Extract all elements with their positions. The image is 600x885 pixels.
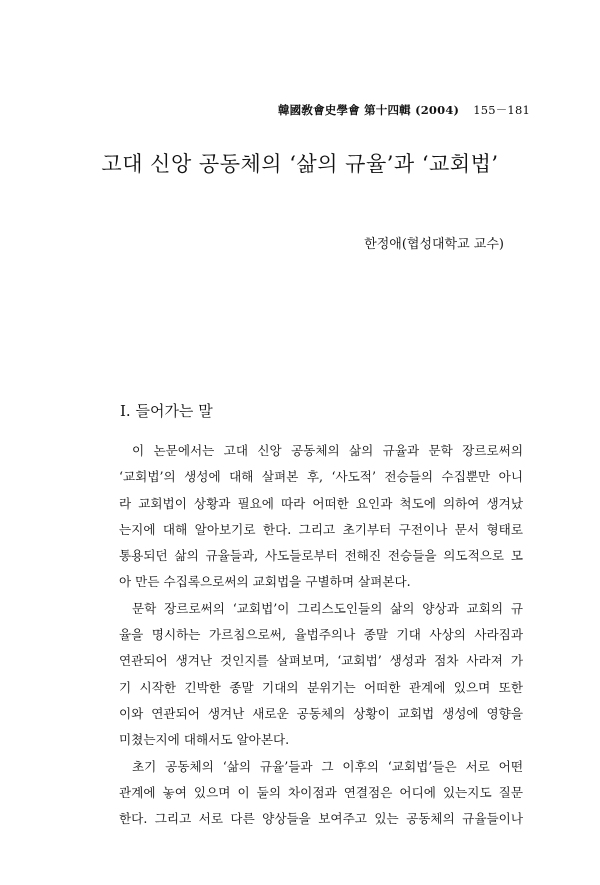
text-line: 이와 연관되어 생겨난 새로운 공동체의 상황이 교회법 생성에 영향을 [119,705,523,721]
text-line: 율을 명시하는 가르침으로써, 율법주의나 종말 기대 사상의 사라짐과 [119,627,523,643]
text-line: 통용되던 삶의 규율들과, 사도들로부터 전해진 전승들을 의도적으로 모 [119,548,523,564]
text-line: 아 만든 수집록으로써의 교회법을 구별하며 살펴본다. [119,574,411,590]
text-line: 기 시작한 긴박한 종말 기대의 분위기는 어떠한 관계에 있으며 또한 [119,679,523,695]
text-line: 이 논문에서는 고대 신앙 공동체의 삶의 규율과 문학 장르로써의 [132,443,523,458]
text-line: ‘교회법’의 생성에 대해 살펴본 후, ‘사도적’ 전승들의 수집뿐만 아니 [119,469,523,485]
running-header [278,102,530,118]
text-line: 관계에 놓여 있으며 이 둘의 차이점과 연결점은 어디에 있는지도 질문 [119,784,523,800]
text-line: 한다. 그리고 서로 다른 양상들을 보여주고 있는 공동체의 규율들이나 [119,811,523,827]
paper-title: 고대 신앙 공동체의 ‘삶의 규율’과 ‘교회법’ [101,152,499,176]
text-line: 문학 장르로써의 ‘교회법’이 그리스도인들의 삶의 양상과 교회의 규 [132,600,523,616]
text-line: 미쳤는지에 대해서도 알아본다. [119,732,290,748]
body-text [119,438,523,832]
section-heading: I. 들어가는 말 [120,402,213,420]
author-affiliation: 한정애(협성대학교 교수) [364,237,504,252]
text-line: 는지에 대해 알아보기로 한다. 그리고 초기부터 구전이나 문서 형태로 [119,521,523,537]
text-line: 초기 공동체의 ‘삶의 규율’들과 그 이후의 ‘교회법’들은 서로 어떤 [132,758,523,774]
page-range: 155－181 [473,103,530,117]
text-line: 연관되어 생겨난 것인지를 살펴보며, ‘교회법’ 생성과 점차 사라져 가 [119,653,523,669]
text-line: 라 교회법이 상황과 필요에 따라 어떠한 요인과 척도에 의하여 생겨났 [119,495,523,511]
journal-info: 韓國敎會史學會 第十四輯 (2004) [277,103,460,117]
